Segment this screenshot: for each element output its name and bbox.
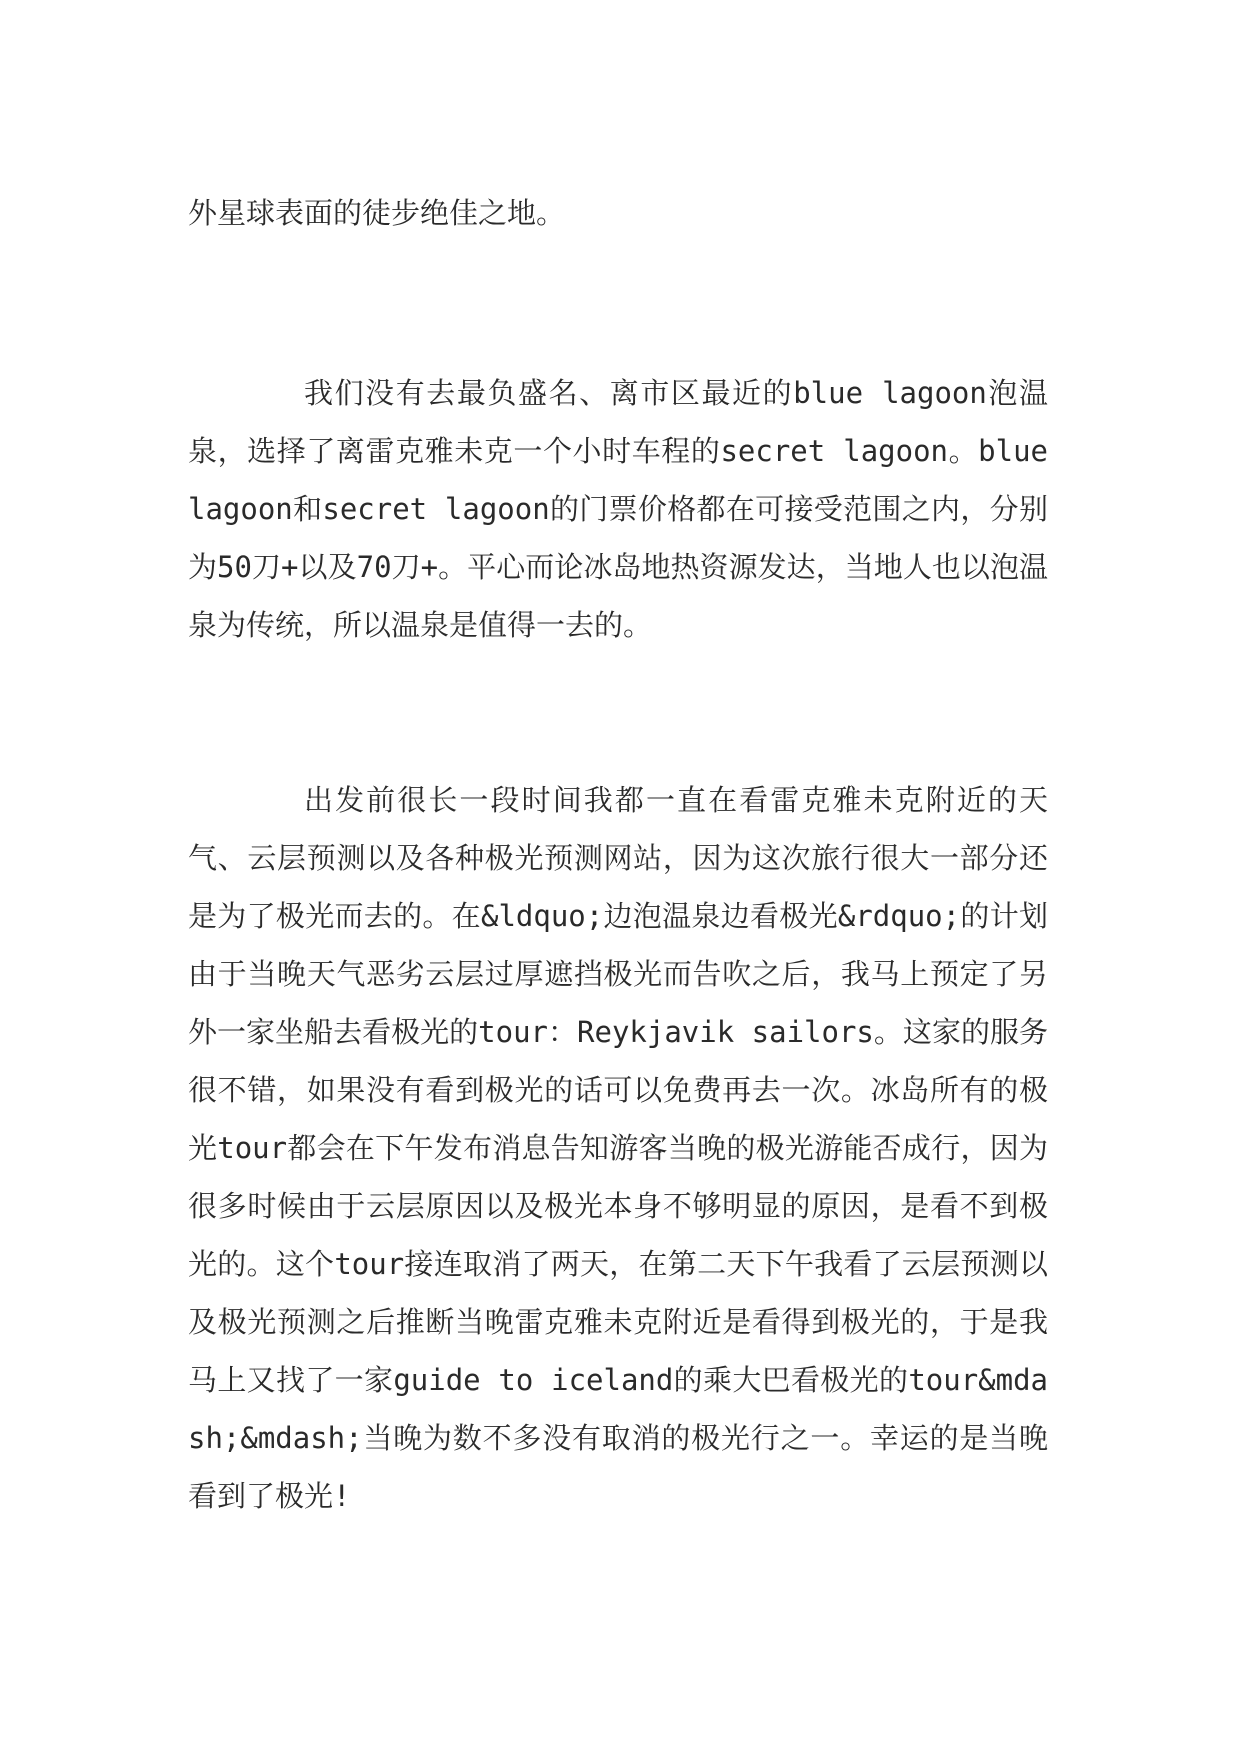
paragraph-hot-springs: 我们没有去最负盛名、离市区最近的blue lagoon泡温泉，选择了离雷克雅未克一个小时车程的secret lagoon。blue lagoon和secret lagoon的门票价格都在可接受范围之内，分别为50刀+以及70刀+。平心而论冰岛地热资源发达，当地人也以泡温泉为传统，所以温泉是值得一去的。 — [188, 376, 1048, 642]
paragraph-hiking-conclusion: 外星球表面的徒步绝佳之地。 — [188, 196, 566, 230]
paragraph-aurora-tour: 出发前很长一段时间我都一直在看雷克雅未克附近的天气、云层预测以及各种极光预测网站，因为这次旅行很大一部分还是为了极光而去的。在&ldquo;边泡温泉边看极光&rdquo;的计划由于当晚天气恶劣云层过厚遮挡极光而告吹之后，我马上预定了另外一家坐船去看极光的tour：Reykjavik sailors。这家的服务很不错，如果没有看到极光的话可以免费再去一次。冰岛所有的极光tour都会在下午发布消息告知游客当晚的极光游能否成行，因为很多时候由于云层原因以及极光本身不够明显的原因，是看不到极光的。这个tour接连取消了两天，在第二天下午我看了云层预测以及极光预测之后推断当晚雷克雅未克附近是看得到极光的，于是我马上又找了一家guide to iceland的乘大巴看极光的tour&mdash;&mdash;当晚为数不多没有取消的极光行之一。幸运的是当晚看到了极光! — [188, 783, 1048, 1513]
